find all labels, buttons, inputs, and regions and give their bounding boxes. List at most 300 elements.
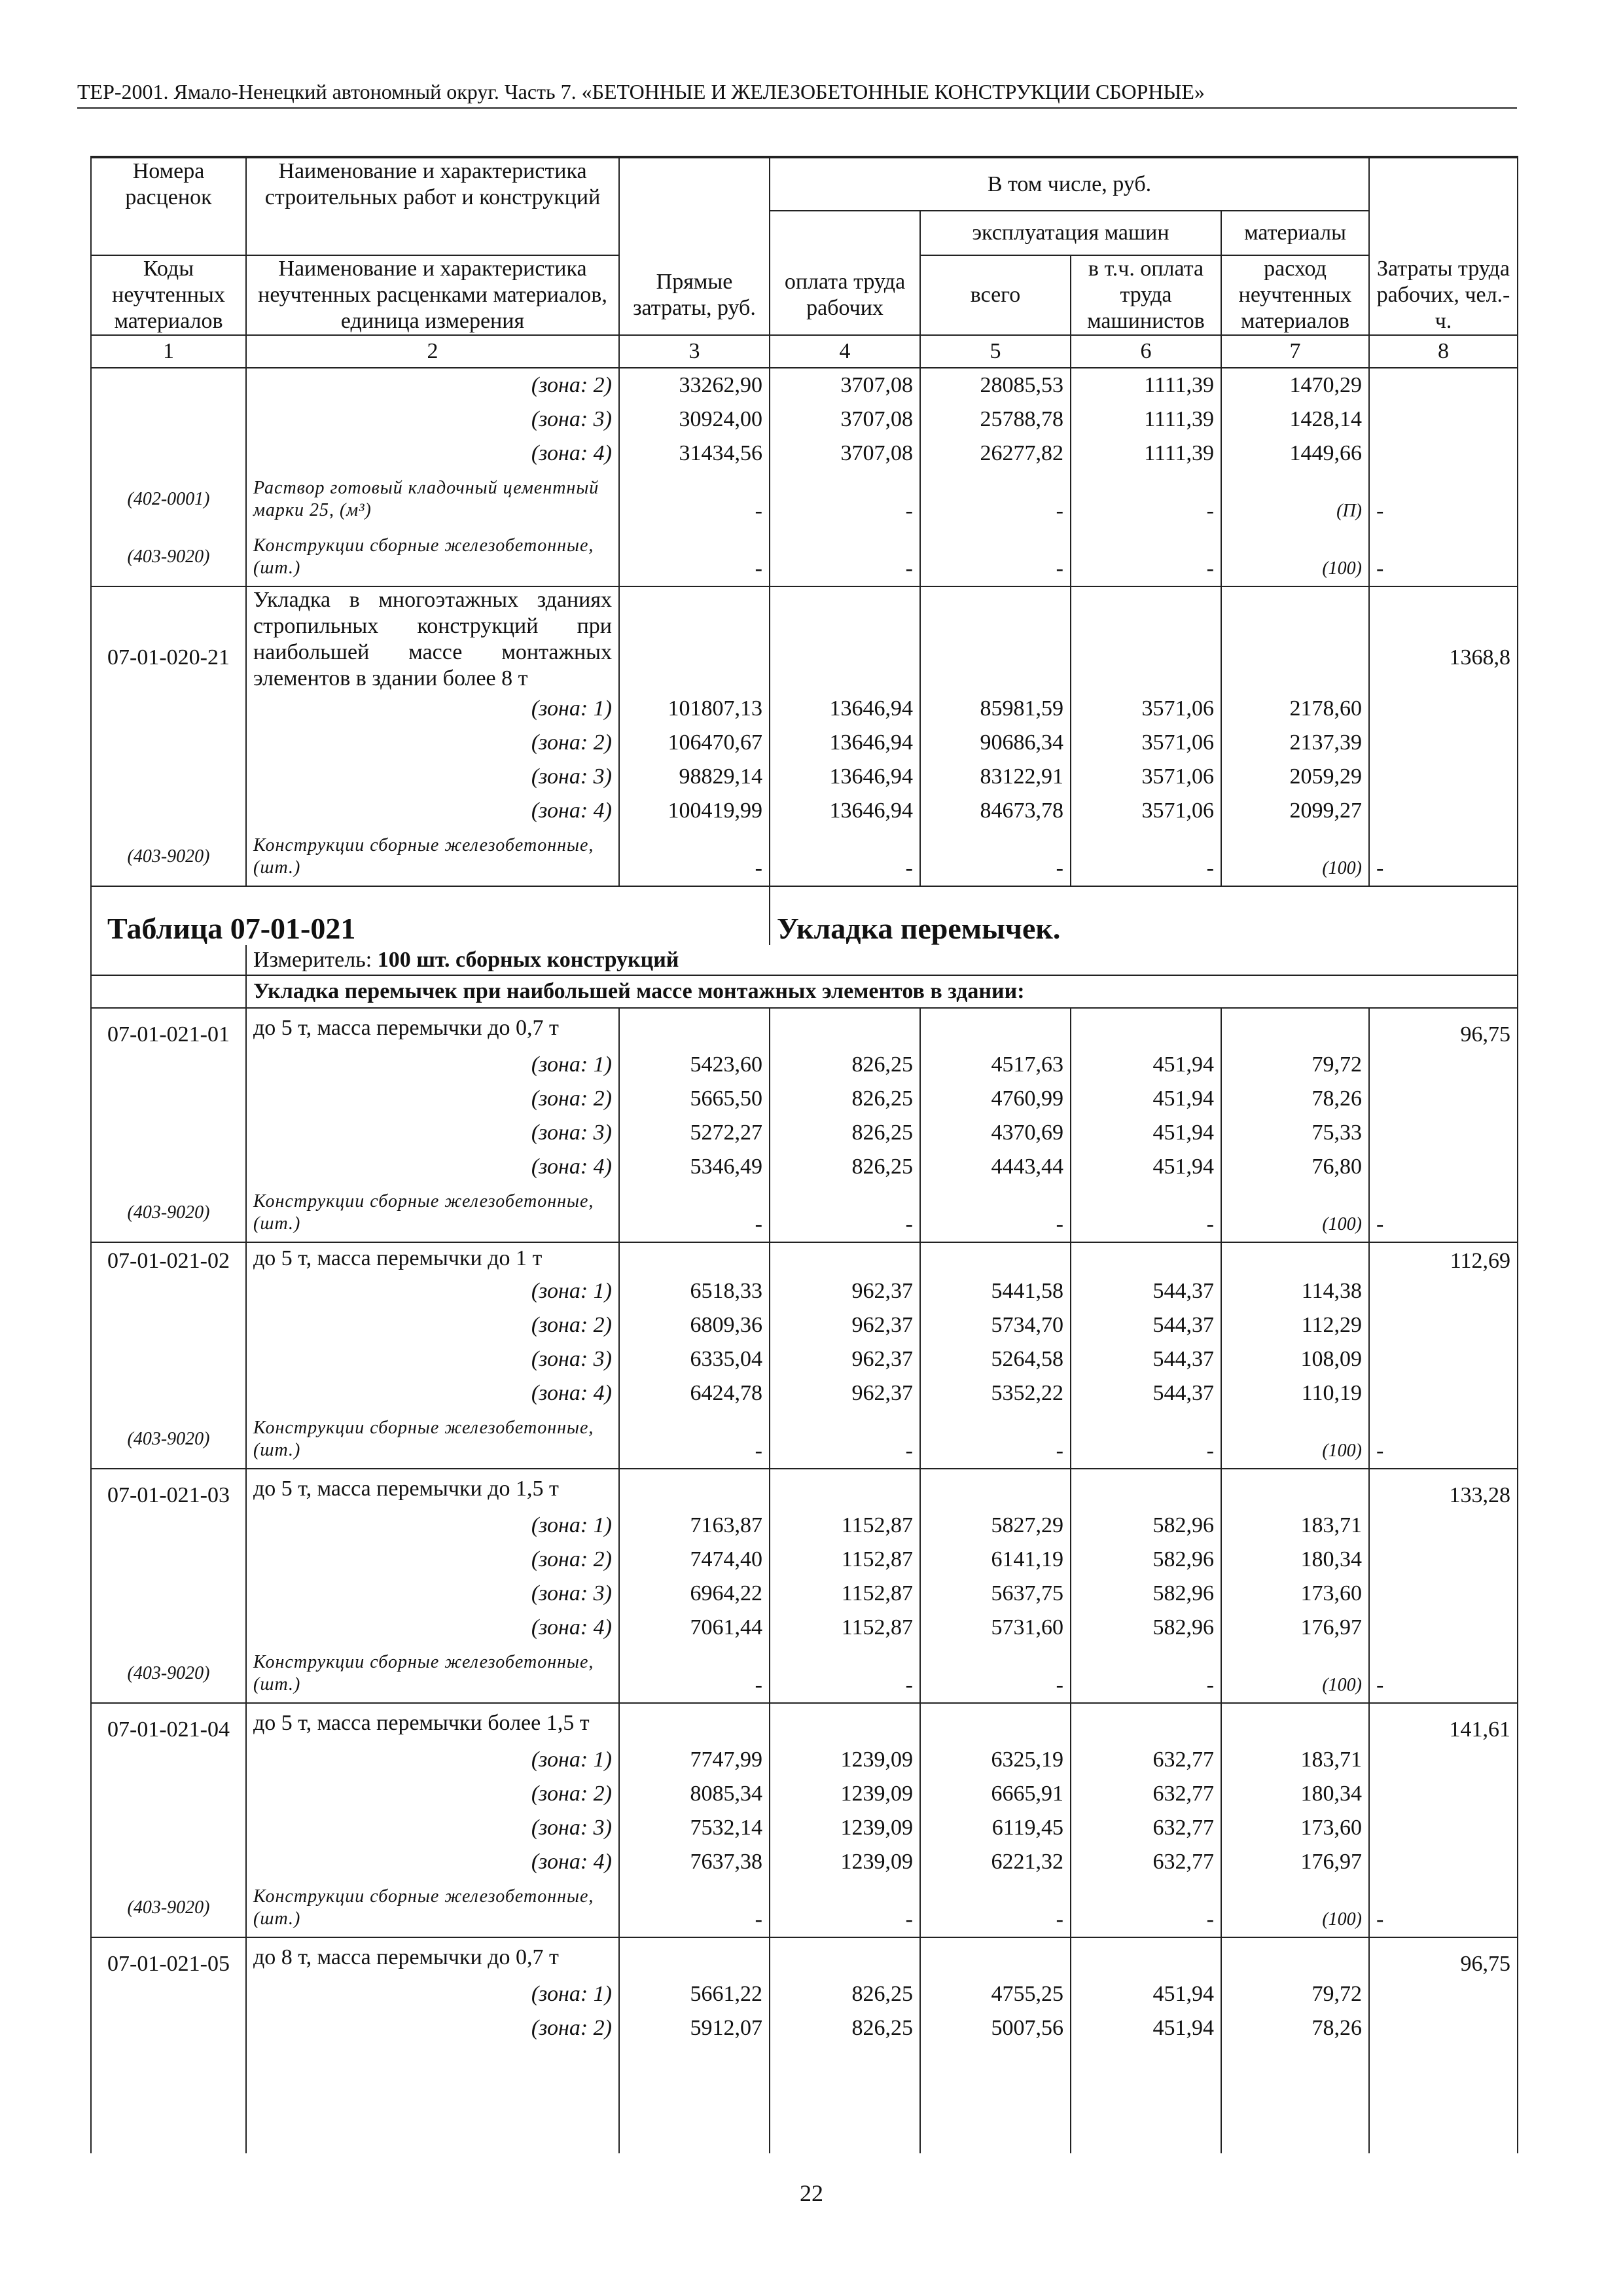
machines-total: 5637,75: [920, 1577, 1071, 1611]
dash: -: [619, 471, 770, 528]
machines-total: 5827,29: [920, 1509, 1071, 1543]
dash: -: [920, 1879, 1071, 1937]
col-number: 6: [1071, 335, 1221, 368]
wages: 826,25: [770, 2011, 920, 2045]
machinist-wages: 1111,39: [1071, 403, 1221, 437]
rate-header-row: [92, 586, 1517, 692]
direct-cost: 7637,38: [619, 1845, 770, 1879]
material-consumption: (100): [1221, 1645, 1369, 1703]
meter-label: Измеритель:: [253, 947, 372, 972]
dash: -: [920, 1645, 1071, 1703]
material-code: (403-9020): [92, 828, 246, 886]
machines-total: 4755,25: [920, 1977, 1071, 2011]
rate-code: 07-01-021-04: [92, 1703, 246, 1743]
material-consumption: (100): [1221, 828, 1369, 886]
machines-total: 5264,58: [920, 1342, 1071, 1376]
material-code: (403-9020): [92, 1410, 246, 1469]
zone-row: [92, 403, 1517, 437]
meter-value: 100 шт. сборных конструкций: [377, 947, 679, 972]
wages: 1152,87: [770, 1509, 920, 1543]
machines-total: 84673,78: [920, 794, 1071, 828]
rate-block: [92, 1937, 1517, 2153]
materials: 2059,29: [1221, 760, 1369, 794]
dash: -: [770, 1879, 920, 1937]
dash: -: [619, 1184, 770, 1242]
machinist-wages: 451,94: [1071, 2011, 1221, 2045]
zone-row: [92, 1577, 1517, 1611]
dash: -: [1071, 471, 1221, 528]
dash: -: [1369, 828, 1517, 886]
dash: -: [1369, 471, 1517, 528]
table-number: Таблица 07-01-021: [107, 912, 356, 945]
zone-label: (зона: 1): [246, 1977, 619, 2011]
zone-row: [92, 692, 1517, 726]
rate-header-row: [92, 1008, 1517, 1048]
direct-cost: 5912,07: [619, 2011, 770, 2045]
material-name: Конструкции сборные железобетонные, (шт.): [246, 1184, 619, 1242]
material-row: [92, 1879, 1517, 1937]
direct-cost: 5665,50: [619, 1082, 770, 1116]
material-row: [92, 828, 1517, 886]
machines-total: 4443,44: [920, 1150, 1071, 1184]
machinist-wages: 451,94: [1071, 1116, 1221, 1150]
wages: 962,37: [770, 1342, 920, 1376]
machinist-wages: 582,96: [1071, 1543, 1221, 1577]
machines-total: 4370,69: [920, 1116, 1071, 1150]
material-row: [92, 1184, 1517, 1242]
machinist-wages: 3571,06: [1071, 726, 1221, 760]
direct-cost: 5272,27: [619, 1116, 770, 1150]
machinist-wages: 632,77: [1071, 1777, 1221, 1811]
col-number: 3: [619, 335, 770, 368]
zone-row: [92, 1274, 1517, 1308]
zone-row: [92, 760, 1517, 794]
dash: -: [920, 471, 1071, 528]
labor-cost: 112,69: [1369, 1242, 1517, 1274]
material-consumption: (100): [1221, 528, 1369, 586]
materials: 183,71: [1221, 1509, 1369, 1543]
table-subtitle: Укладка перемычек при наибольшей массе монтажных элементов в здании:: [246, 975, 1517, 1008]
dash: -: [1071, 528, 1221, 586]
direct-cost: 100419,99: [619, 794, 770, 828]
wages: 3707,08: [770, 403, 920, 437]
direct-cost: 33262,90: [619, 368, 770, 403]
zone-label: (зона: 4): [246, 1845, 619, 1879]
materials: 180,34: [1221, 1543, 1369, 1577]
dash: -: [1369, 1645, 1517, 1703]
zone-row: [92, 1777, 1517, 1811]
wages: 3707,08: [770, 437, 920, 471]
labor-cost: 133,28: [1369, 1469, 1517, 1509]
col-material-consumption-header: расход неучтенных материалов: [1221, 255, 1369, 335]
material-row: [92, 471, 1517, 528]
dash: -: [770, 1184, 920, 1242]
machinist-wages: 3571,06: [1071, 760, 1221, 794]
header-spacer: [1369, 211, 1517, 255]
rate-name: Укладка в многоэтажных зданиях стропильных конструкций при наибольшей массе монтажных элементов в здании более 8 т: [246, 586, 619, 692]
materials: 2178,60: [1221, 692, 1369, 726]
wages: 13646,94: [770, 794, 920, 828]
material-code: (403-9020): [92, 1184, 246, 1242]
machines-total: 26277,82: [920, 437, 1071, 471]
col-number: 7: [1221, 335, 1369, 368]
materials: 173,60: [1221, 1811, 1369, 1845]
machinist-wages: 451,94: [1071, 1048, 1221, 1082]
rate-code: 07-01-021-02: [92, 1242, 246, 1274]
direct-cost: 5423,60: [619, 1048, 770, 1082]
wages: 1239,09: [770, 1811, 920, 1845]
zone-label: (зона: 1): [246, 1743, 619, 1777]
material-code: (403-9020): [92, 528, 246, 586]
wages: 13646,94: [770, 692, 920, 726]
dash: -: [920, 1410, 1071, 1469]
zone-row: [92, 368, 1517, 403]
machinist-wages: 451,94: [1071, 1150, 1221, 1184]
machinist-wages: 544,37: [1071, 1308, 1221, 1342]
zone-label: (зона: 3): [246, 403, 619, 437]
zone-label: (зона: 2): [246, 726, 619, 760]
col-work-name-header: Наименование и характеристика строительных работ и конструкций: [246, 158, 619, 211]
materials: 1470,29: [1221, 368, 1369, 403]
col-number: 8: [1369, 335, 1517, 368]
zone-row: [92, 726, 1517, 760]
table-name: Укладка перемычек.: [777, 912, 1061, 945]
materials: 180,34: [1221, 1777, 1369, 1811]
rate-code: 07-01-021-03: [92, 1469, 246, 1509]
wages: 826,25: [770, 1082, 920, 1116]
zone-label: (зона: 1): [246, 1048, 619, 1082]
header-spacer: [770, 211, 920, 255]
zone-label: (зона: 1): [246, 1274, 619, 1308]
materials: 75,33: [1221, 1116, 1369, 1150]
machines-total: 6119,45: [920, 1811, 1071, 1845]
rate-code: 07-01-020-21: [92, 586, 246, 692]
rate-name: до 8 т, масса перемычки до 0,7 т: [246, 1937, 619, 1977]
zone-row: [92, 794, 1517, 828]
col-unaccounted-codes-header: Коды неучтенных материалов: [92, 255, 246, 335]
dash: -: [619, 1410, 770, 1469]
wages: 826,25: [770, 1048, 920, 1082]
col-labor-label: Затраты труда рабочих, чел.-ч.: [1369, 255, 1517, 335]
materials: 114,38: [1221, 1274, 1369, 1308]
table-heading-07-01-021: [92, 886, 1517, 1008]
machinist-wages: 544,37: [1071, 1274, 1221, 1308]
zone-row: [92, 1082, 1517, 1116]
rate-name: до 5 т, масса перемычки до 1,5 т: [246, 1469, 619, 1509]
materials: 110,19: [1221, 1376, 1369, 1410]
wages: 962,37: [770, 1376, 920, 1410]
dash: -: [619, 1645, 770, 1703]
zone-label: (зона: 2): [246, 2011, 619, 2045]
col-unaccounted-names-header: Наименование и характеристика неучтенных расценками материалов, единица измерения: [246, 255, 619, 335]
materials: 78,26: [1221, 2011, 1369, 2045]
rate-header-row: [92, 1937, 1517, 1977]
group-header-in-rubles: В том числе, руб.: [770, 158, 1369, 211]
previous-rate-continuation: [92, 368, 1517, 586]
dash: -: [1071, 1645, 1221, 1703]
direct-cost: 5346,49: [619, 1150, 770, 1184]
dash: -: [920, 1184, 1071, 1242]
materials: 2099,27: [1221, 794, 1369, 828]
rate-name: до 5 т, масса перемычки до 0,7 т: [246, 1008, 619, 1048]
wages: 13646,94: [770, 760, 920, 794]
labor-cost: 141,61: [1369, 1703, 1517, 1743]
col-machines-total-header: всего: [920, 255, 1071, 335]
materials: 183,71: [1221, 1743, 1369, 1777]
dash: -: [920, 828, 1071, 886]
page-number: 22: [800, 2180, 823, 2206]
wages: 1239,09: [770, 1777, 920, 1811]
direct-cost: 6964,22: [619, 1577, 770, 1611]
dash: -: [770, 471, 920, 528]
col-number: 5: [920, 335, 1071, 368]
rate-name: до 5 т, масса перемычки до 1 т: [246, 1242, 619, 1274]
col-number: 2: [246, 335, 619, 368]
rate-block-07-01-020-21: [92, 586, 1517, 886]
material-row: [92, 1410, 1517, 1469]
direct-cost: 7474,40: [619, 1543, 770, 1577]
direct-cost: 6424,78: [619, 1376, 770, 1410]
zone-row: [92, 1977, 1517, 2011]
direct-cost: 106470,67: [619, 726, 770, 760]
col-rate-number-header: Номера расценок: [92, 158, 246, 211]
zone-row: [92, 1743, 1517, 1777]
zone-label: (зона: 3): [246, 1811, 619, 1845]
zone-label: (зона: 3): [246, 1116, 619, 1150]
zone-row: [92, 1845, 1517, 1879]
zone-row: [92, 1611, 1517, 1645]
materials: 108,09: [1221, 1342, 1369, 1376]
zone-row: [92, 1048, 1517, 1082]
direct-cost: 98829,14: [619, 760, 770, 794]
wages: 13646,94: [770, 726, 920, 760]
direct-cost: 30924,00: [619, 403, 770, 437]
zone-label: (зона: 2): [246, 1308, 619, 1342]
dash: -: [1369, 528, 1517, 586]
direct-cost: 7163,87: [619, 1509, 770, 1543]
rate-header-row: [92, 1703, 1517, 1743]
material-name: Конструкции сборные железобетонные, (шт.): [246, 1879, 619, 1937]
direct-cost: 31434,56: [619, 437, 770, 471]
zone-label: (зона: 4): [246, 437, 619, 471]
machines-total: 5734,70: [920, 1308, 1071, 1342]
zone-row: [92, 1308, 1517, 1342]
wages: 826,25: [770, 1116, 920, 1150]
machines-total: 4760,99: [920, 1082, 1071, 1116]
direct-cost: 6335,04: [619, 1342, 770, 1376]
zone-label: (зона: 3): [246, 760, 619, 794]
zone-label: (зона: 1): [246, 692, 619, 726]
machinist-wages: 544,37: [1071, 1376, 1221, 1410]
zone-label: (зона: 2): [246, 1543, 619, 1577]
wages: 962,37: [770, 1274, 920, 1308]
labor-cost: 1368,8: [1369, 586, 1517, 692]
dash: -: [1071, 1879, 1221, 1937]
col-machinist-wages-header: в т.ч. оплата труда машинистов: [1071, 255, 1221, 335]
rate-block: [92, 1469, 1517, 1703]
material-code: (403-9020): [92, 1879, 246, 1937]
zone-row: [92, 1342, 1517, 1376]
zone-row: [92, 1543, 1517, 1577]
rates-table: [92, 157, 1517, 2153]
zone-label: (зона: 3): [246, 1577, 619, 1611]
dash: -: [920, 528, 1071, 586]
col-direct-cost-label: Прямые затраты, руб.: [619, 255, 770, 335]
zone-row: [92, 1509, 1517, 1543]
material-name: Раствор готовый кладочный цементный марки 25, (м³): [246, 471, 619, 528]
wages: 1152,87: [770, 1543, 920, 1577]
machinist-wages: 582,96: [1071, 1509, 1221, 1543]
machines-total: 83122,91: [920, 760, 1071, 794]
rate-name: до 5 т, масса перемычки более 1,5 т: [246, 1703, 619, 1743]
machinist-wages: 544,37: [1071, 1342, 1221, 1376]
machines-total: 5441,58: [920, 1274, 1071, 1308]
direct-cost: 101807,13: [619, 692, 770, 726]
machines-total: 6221,32: [920, 1845, 1071, 1879]
dash: -: [770, 1645, 920, 1703]
running-header: ТЕР-2001. Ямало-Ненецкий автономный округ. Часть 7. «БЕТОННЫЕ И ЖЕЛЕЗОБЕТОННЫЕ КОНСТРУКЦИИ СБОРНЫЕ»: [77, 77, 1517, 109]
dash: -: [619, 828, 770, 886]
dash: -: [770, 1410, 920, 1469]
machinist-wages: 1111,39: [1071, 368, 1221, 403]
dash: -: [1369, 1410, 1517, 1469]
materials: 79,72: [1221, 1977, 1369, 2011]
zone-row: [92, 1811, 1517, 1845]
machinist-wages: 632,77: [1071, 1845, 1221, 1879]
header-spacer: [92, 211, 246, 255]
direct-cost: 8085,34: [619, 1777, 770, 1811]
machinist-wages: 632,77: [1071, 1811, 1221, 1845]
material-row: [92, 528, 1517, 586]
col-labor-header: [1369, 158, 1517, 211]
material-name: Конструкции сборные железобетонные, (шт.): [246, 1410, 619, 1469]
col-wages-header: оплата труда рабочих: [770, 255, 920, 335]
zone-label: (зона: 4): [246, 1150, 619, 1184]
machinist-wages: 582,96: [1071, 1577, 1221, 1611]
rates-table-frame: [90, 156, 1518, 2153]
zone-row: [92, 1116, 1517, 1150]
zone-label: (зона: 1): [246, 1509, 619, 1543]
material-consumption: (100): [1221, 1879, 1369, 1937]
dash: -: [619, 528, 770, 586]
zone-row: [92, 2011, 1517, 2045]
materials: 1449,66: [1221, 437, 1369, 471]
machines-total: 6325,19: [920, 1743, 1071, 1777]
wages: 3707,08: [770, 368, 920, 403]
machines-total: 85981,59: [920, 692, 1071, 726]
materials: 176,97: [1221, 1845, 1369, 1879]
col-direct-cost-header: [619, 158, 770, 211]
zone-label: (зона: 2): [246, 368, 619, 403]
rate-header-row: [92, 1242, 1517, 1274]
direct-cost: 7061,44: [619, 1611, 770, 1645]
group-header-materials: материалы: [1221, 211, 1369, 255]
material-consumption: (П): [1221, 471, 1369, 528]
wages: 826,25: [770, 1977, 920, 2011]
dash: -: [1071, 828, 1221, 886]
machinist-wages: 632,77: [1071, 1743, 1221, 1777]
material-consumption: (100): [1221, 1184, 1369, 1242]
materials: 112,29: [1221, 1308, 1369, 1342]
material-name: Конструкции сборные железобетонные, (шт.): [246, 828, 619, 886]
zone-row: [92, 1150, 1517, 1184]
machinist-wages: 3571,06: [1071, 794, 1221, 828]
machines-total: 90686,34: [920, 726, 1071, 760]
zone-label: (зона: 3): [246, 1342, 619, 1376]
dash: -: [1369, 1879, 1517, 1937]
zone-row: [92, 437, 1517, 471]
materials: 2137,39: [1221, 726, 1369, 760]
zone-row: [92, 1376, 1517, 1410]
materials: 79,72: [1221, 1048, 1369, 1082]
dash: -: [770, 828, 920, 886]
header-spacer: [246, 211, 619, 255]
machinist-wages: 451,94: [1071, 1977, 1221, 2011]
dash: -: [770, 528, 920, 586]
col-number: 4: [770, 335, 920, 368]
zone-label: (зона: 2): [246, 1777, 619, 1811]
machines-total: 28085,53: [920, 368, 1071, 403]
dash: -: [1369, 1184, 1517, 1242]
wages: 826,25: [770, 1150, 920, 1184]
machines-total: 25788,78: [920, 403, 1071, 437]
machinist-wages: 582,96: [1071, 1611, 1221, 1645]
wages: 1152,87: [770, 1577, 920, 1611]
col-number: 1: [92, 335, 246, 368]
materials: 173,60: [1221, 1577, 1369, 1611]
material-row: [92, 1645, 1517, 1703]
direct-cost: 7747,99: [619, 1743, 770, 1777]
dash: -: [1071, 1410, 1221, 1469]
materials: 1428,14: [1221, 403, 1369, 437]
zone-label: (зона: 4): [246, 1611, 619, 1645]
labor-cost: 96,75: [1369, 1937, 1517, 1977]
rate-block: [92, 1703, 1517, 1937]
direct-cost: 6809,36: [619, 1308, 770, 1342]
machines-total: 6665,91: [920, 1777, 1071, 1811]
machines-total: 5731,60: [920, 1611, 1071, 1645]
direct-cost: 5661,22: [619, 1977, 770, 2011]
machinist-wages: 451,94: [1071, 1082, 1221, 1116]
zone-label: (зона: 4): [246, 794, 619, 828]
machines-total: 6141,19: [920, 1543, 1071, 1577]
materials: 78,26: [1221, 1082, 1369, 1116]
rate-code: 07-01-021-05: [92, 1937, 246, 1977]
machinist-wages: 1111,39: [1071, 437, 1221, 471]
labor-cost: 96,75: [1369, 1008, 1517, 1048]
wages: 1239,09: [770, 1845, 920, 1879]
direct-cost: 6518,33: [619, 1274, 770, 1308]
rate-block: [92, 1008, 1517, 1242]
material-name: Конструкции сборные железобетонные, (шт.): [246, 1645, 619, 1703]
machines-total: 5007,56: [920, 2011, 1071, 2045]
rate-code: 07-01-021-01: [92, 1008, 246, 1048]
materials: 176,97: [1221, 1611, 1369, 1645]
rate-header-row: [92, 1469, 1517, 1509]
wages: 1152,87: [770, 1611, 920, 1645]
zone-label: (зона: 2): [246, 1082, 619, 1116]
material-code: (402-0001): [92, 471, 246, 528]
measurement-unit: [246, 945, 1517, 975]
wages: 962,37: [770, 1308, 920, 1342]
machinist-wages: 3571,06: [1071, 692, 1221, 726]
wages: 1239,09: [770, 1743, 920, 1777]
direct-cost: 7532,14: [619, 1811, 770, 1845]
rate-block: [92, 1242, 1517, 1469]
dash: -: [619, 1879, 770, 1937]
group-header-machines: эксплуатация машин: [920, 211, 1221, 255]
machines-total: 5352,22: [920, 1376, 1071, 1410]
